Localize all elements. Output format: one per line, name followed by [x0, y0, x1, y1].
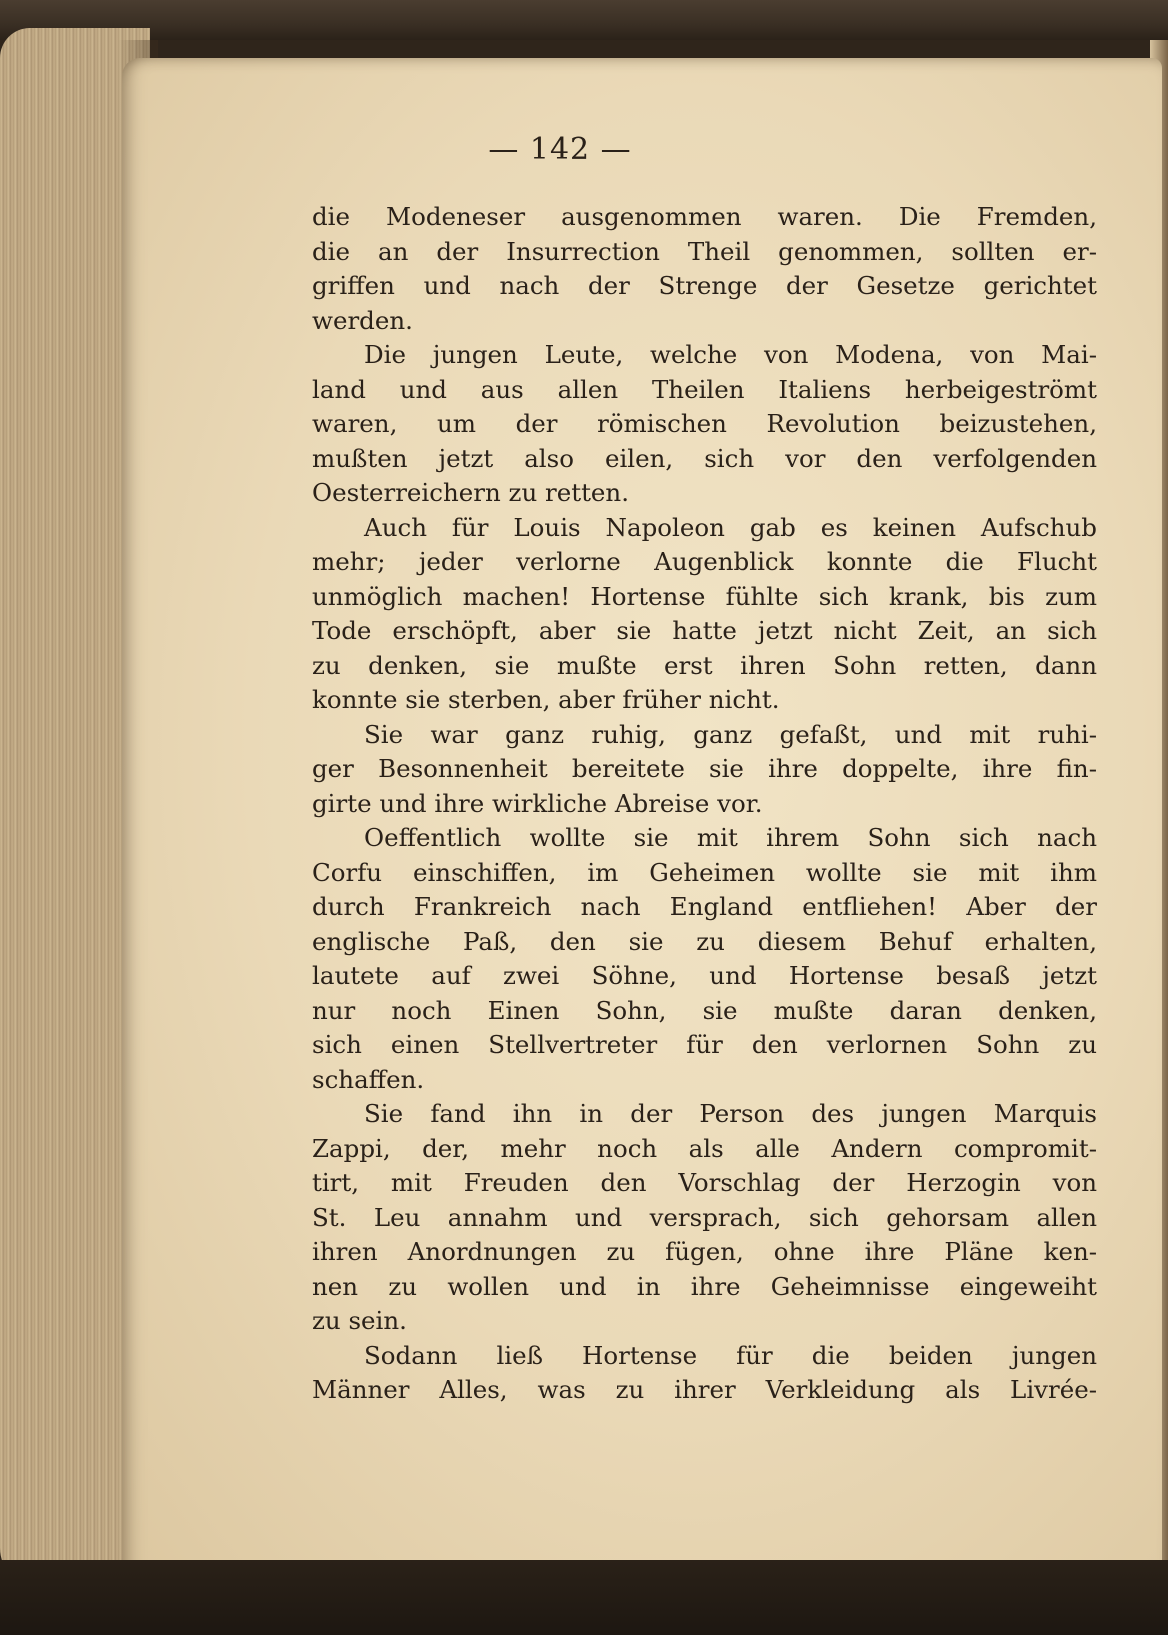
text-line: ihren Anordnungen zu fügen, ohne ihre Pläne ken-	[312, 1237, 1097, 1266]
text-line: mehr; jeder verlorne Augenblick konnte die Flucht	[312, 547, 1097, 576]
text-line: lautete auf zwei Söhne, und Hortense besaß jetzt	[312, 961, 1097, 990]
text-line: zu sein.	[312, 1306, 407, 1335]
text-line: Zappi, der, mehr noch als alle Andern compromit-	[312, 1133, 1097, 1163]
text-line: durch Frankreich nach England entfliehen! Aber der	[312, 892, 1097, 921]
text-line: englische Paß, den sie zu diesem Behuf erhalten,	[312, 926, 1097, 956]
page-number: — 142 —	[488, 132, 632, 167]
text-line: ger Besonnenheit bereitete sie ihre doppelte, ihre fin-	[312, 754, 1097, 783]
text-line: Auch für Louis Napoleon gab es keinen Aufschub	[364, 512, 1097, 542]
text-line: mußten jetzt also eilen, sich vor den verfolgenden	[312, 443, 1097, 473]
text-line: werden.	[312, 305, 413, 335]
text-line: schaffen.	[312, 1064, 425, 1094]
text-line: Die jungen Leute, welche von Modena, von Mai-	[364, 340, 1097, 369]
text-line: zu denken, sie mußte erst ihren Sohn retten, dann	[312, 650, 1097, 680]
text-line: Oeffentlich wollte sie mit ihrem Sohn sich nach	[364, 823, 1097, 852]
text-line: nur noch Einen Sohn, sie mußte daran denken,	[312, 995, 1097, 1025]
text-line: Corfu einschiffen, im Geheimen wollte sie mit ihm	[312, 857, 1097, 887]
text-line: nen zu wollen und in ihre Geheimnisse eingeweiht	[312, 1271, 1097, 1301]
text-line: unmöglich machen! Hortense fühlte sich krank, bis zum	[312, 581, 1097, 611]
text-line: waren, um der römischen Revolution beizustehen,	[312, 409, 1097, 438]
text-line: Männer Alles, was zu ihrer Verkleidung als Livrée-	[312, 1375, 1097, 1404]
book-cover-bottom	[0, 1560, 1168, 1635]
text-line: die an der Insurrection Theil genommen, sollten er-	[312, 236, 1097, 266]
text-line: die Modeneser ausgenommen waren. Die Fremden,	[312, 202, 1097, 231]
page-text	[312, 200, 1097, 1408]
text-line: griffen und nach der Strenge der Gesetze gerichtet	[312, 271, 1097, 300]
text-line: konnte sie sterben, aber früher nicht.	[312, 685, 780, 714]
book-cover-top	[0, 0, 1168, 40]
text-line: St. Leu annahm und versprach, sich gehorsam allen	[312, 1202, 1097, 1232]
text-line: Sodann ließ Hortense für die beiden jungen	[364, 1340, 1097, 1370]
text-line: girte und ihre wirkliche Abreise vor.	[312, 788, 763, 818]
text-line: Sie fand ihn in der Person des jungen Marquis	[364, 1099, 1097, 1128]
text-line: Sie war ganz ruhig, ganz gefaßt, und mit ruhi-	[364, 719, 1097, 749]
text-line: Oesterreichern zu retten.	[312, 478, 629, 507]
text-line: land und aus allen Theilen Italiens herbeigeströmt	[312, 374, 1097, 404]
text-line: sich einen Stellvertreter für den verlornen Sohn zu	[312, 1030, 1097, 1059]
text-line: tirt, mit Freuden den Vorschlag der Herzogin von	[312, 1168, 1097, 1197]
text-line: Tode erschöpft, aber sie hatte jetzt nicht Zeit, an sich	[312, 616, 1097, 645]
